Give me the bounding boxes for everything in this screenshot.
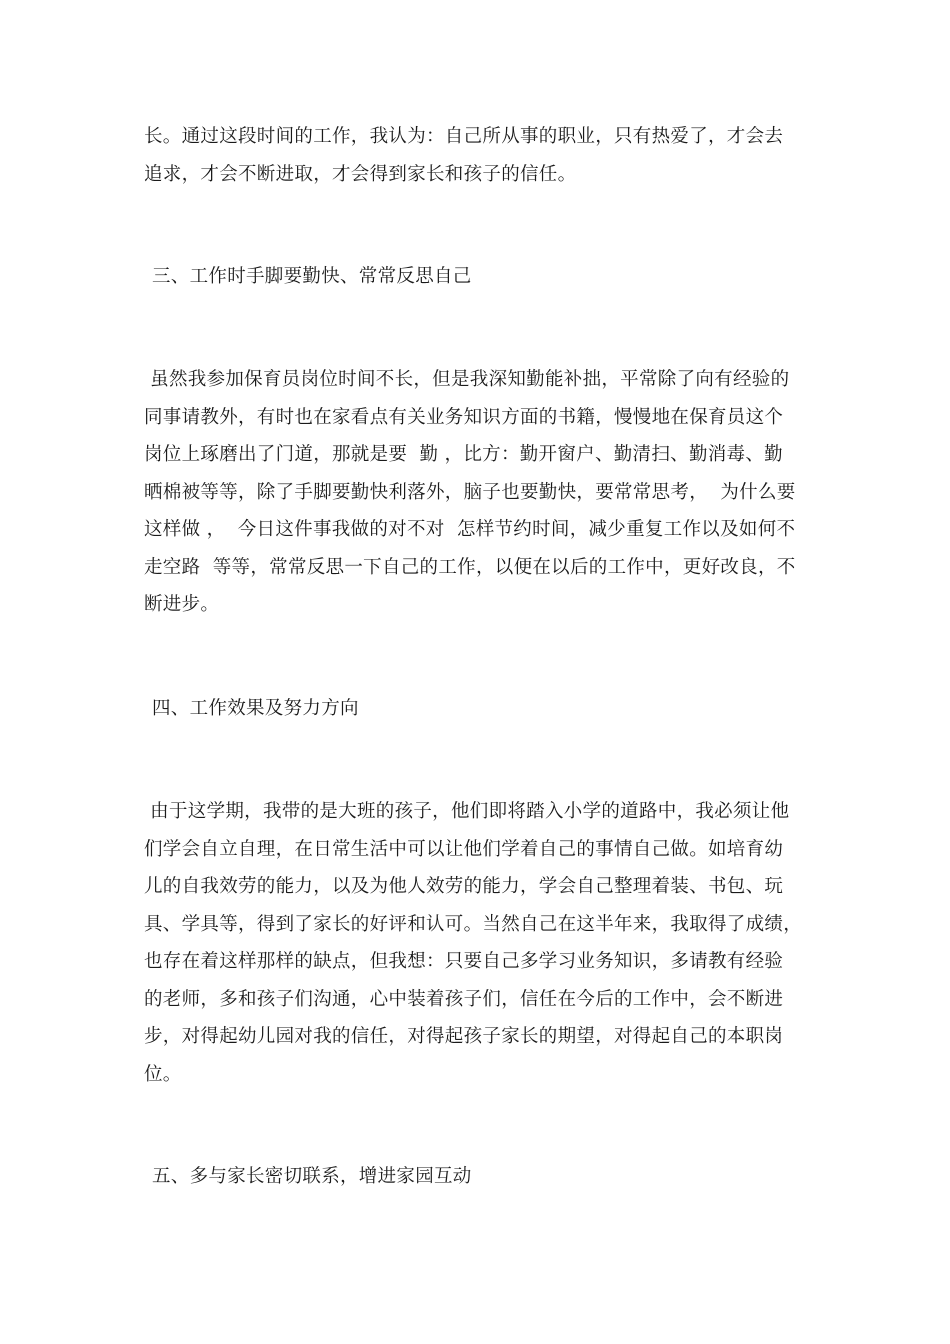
section-heading-4: 四、工作效果及努力方向 xyxy=(152,698,359,719)
text-line: 虽然我参加保育员岗位时间不长，但是我深知勤能补拙，平常除了向有经验的 xyxy=(144,369,790,390)
paragraph-continuation xyxy=(144,118,808,193)
text-line: 由于这学期，我带的是大班的孩子，他们即将踏入小学的道路中，我必须让他 xyxy=(144,801,790,822)
text-line: 也存在着这样那样的缺点，但我想：只要自己多学习业务知识，多请教有经验 xyxy=(144,951,784,972)
paragraph-diligence xyxy=(144,361,808,624)
text-line: 们学会自立自理，在日常生活中可以让他们学着自己的事情自己做。如培育幼 xyxy=(144,838,784,860)
paragraph-results xyxy=(144,793,808,1093)
text-line: 这样做 ， 今日这件事我做的对不对 怎样节约时间，减少重复工作以及如何不 xyxy=(144,519,796,540)
text-line: 位。 xyxy=(144,1063,182,1085)
text-line: 具、学具等，得到了家长的好评和认可。当然自己在这半年来，我取得了成绩， xyxy=(144,913,803,935)
text-line: 步，对得起幼儿园对我的信任，对得起孩子家长的期望，对得起自己的本职岗 xyxy=(144,1026,784,1047)
section-heading-3: 三、工作时手脚要勤快、常常反思自己 xyxy=(152,266,472,287)
text-line: 儿的自我效劳的能力，以及为他人效劳的能力，学会自己整理着装、书包、玩 xyxy=(144,876,784,897)
text-line: 追求，才会不断进取，才会得到家长和孩子的信任。 xyxy=(144,163,577,185)
text-line: 长。通过这段时间的工作，我认为：自己所从事的职业，只有热爱了，才会去 xyxy=(144,126,784,147)
text-line: 的老师，多和孩子们沟通，心中装着孩子们，信任在今后的工作中，会不断进 xyxy=(144,988,784,1010)
section-heading-5: 五、多与家长密切联系，增进家园互动 xyxy=(152,1166,472,1187)
text-line: 岗位上琢磨出了门道，那就是要 勤 ，比方：勤开窗户、勤清扫、勤消毒、勤 xyxy=(144,444,783,465)
text-line: 晒棉被等等，除了手脚要勤快利落外，脑子也要勤快，要常常思考， 为什么要 xyxy=(144,481,796,503)
text-line: 同事请教外，有时也在家看点有关业务知识方面的书籍，慢慢地在保育员这个 xyxy=(144,406,784,428)
text-line: 断进步。 xyxy=(144,594,220,615)
text-line: 走空路 等等，常常反思一下自己的工作，以便在以后的工作中，更好改良，不 xyxy=(144,556,796,578)
